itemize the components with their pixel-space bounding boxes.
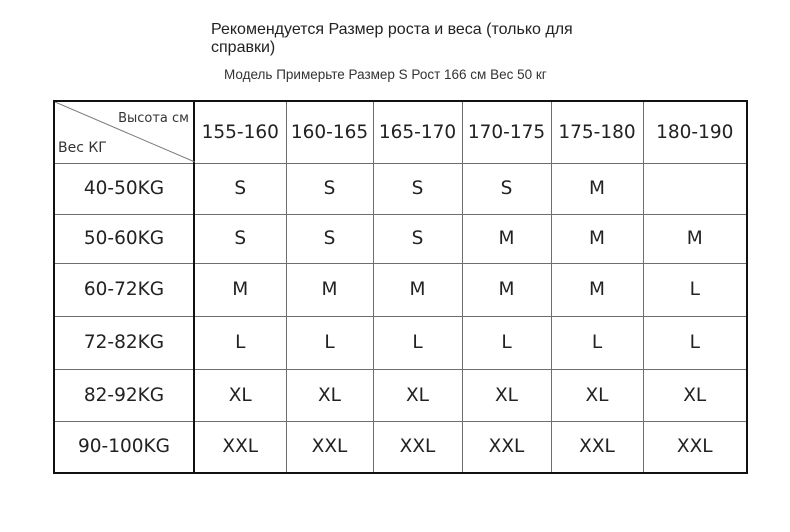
height-header: 160-165 (286, 101, 373, 163)
height-header: 180-190 (643, 101, 747, 163)
size-cell: XXL (194, 421, 286, 473)
height-header: 175-180 (551, 101, 643, 163)
weight-label: 40-50KG (54, 163, 194, 214)
size-cell: S (373, 214, 462, 263)
height-header: 165-170 (373, 101, 462, 163)
table-row (54, 263, 747, 316)
size-cell: M (551, 214, 643, 263)
size-cell: XL (462, 369, 551, 421)
size-cell: M (373, 263, 462, 316)
height-header: 155-160 (194, 101, 286, 163)
size-cell: M (551, 263, 643, 316)
size-cell: M (462, 263, 551, 316)
size-cell: XL (643, 369, 747, 421)
size-cell: S (194, 214, 286, 263)
chart-title: Рекомендуется Размер роста и веса (только для справки) (211, 21, 573, 56)
table-row (54, 421, 747, 473)
size-cell: XL (551, 369, 643, 421)
table-row (54, 214, 747, 263)
size-cell: S (373, 163, 462, 214)
table-row (54, 316, 747, 369)
size-cell: L (286, 316, 373, 369)
corner-cell (54, 101, 194, 163)
size-cell: XXL (643, 421, 747, 473)
size-cell: L (643, 263, 747, 316)
size-cell: S (194, 163, 286, 214)
table-row (54, 163, 747, 214)
height-header: 170-175 (462, 101, 551, 163)
header-row (54, 101, 747, 163)
size-cell: S (462, 163, 551, 214)
size-cell (643, 163, 747, 214)
weight-axis-label: Вес КГ (58, 139, 107, 156)
size-cell: L (551, 316, 643, 369)
size-cell: M (462, 214, 551, 263)
table-row (54, 369, 747, 421)
size-cell: L (373, 316, 462, 369)
size-cell: S (286, 163, 373, 214)
size-cell: XL (373, 369, 462, 421)
size-cell: L (462, 316, 551, 369)
size-chart-table (53, 100, 748, 474)
size-cell: XXL (551, 421, 643, 473)
size-cell: XXL (286, 421, 373, 473)
weight-label: 82-92KG (54, 369, 194, 421)
model-note: Модель Примерьте Размер S Рост 166 см Вес 50 кг (224, 67, 547, 82)
size-cell: M (551, 163, 643, 214)
size-cell: XL (194, 369, 286, 421)
size-cell: M (286, 263, 373, 316)
size-cell: L (643, 316, 747, 369)
height-axis-label: Высота см (118, 111, 189, 126)
weight-label: 90-100KG (54, 421, 194, 473)
size-cell: XL (286, 369, 373, 421)
size-cell: L (194, 316, 286, 369)
size-cell: XXL (462, 421, 551, 473)
size-cell: M (194, 263, 286, 316)
size-cell: S (286, 214, 373, 263)
weight-label: 50-60KG (54, 214, 194, 263)
size-cell: M (643, 214, 747, 263)
weight-label: 60-72KG (54, 263, 194, 316)
weight-label: 72-82KG (54, 316, 194, 369)
size-cell: XXL (373, 421, 462, 473)
